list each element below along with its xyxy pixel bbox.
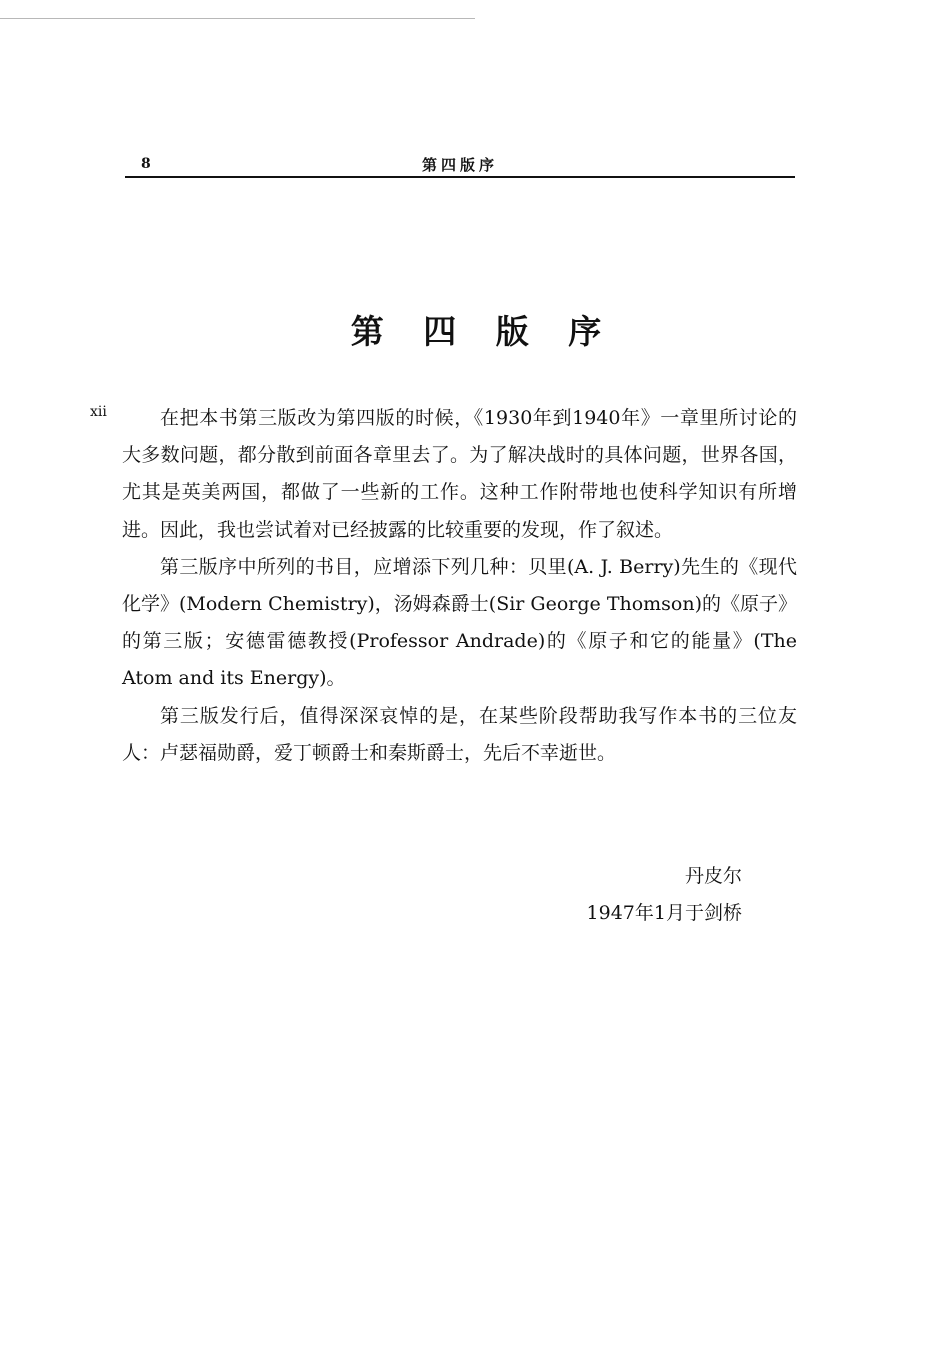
paragraph-3: 第三版发行后，值得深深哀悼的是，在某些阶段帮助我写作本书的三位友人：卢瑟福勋爵，爱丁顿爵士和秦斯爵士，先后不幸逝世。 [122,704,797,764]
scan-edge-line [0,18,475,19]
running-header-title: 第四版序 [421,156,498,174]
running-header [125,150,795,180]
header-rule [125,176,795,178]
author-name: 丹皮尔 [684,865,742,887]
paragraph-1: 在把本书第三版改为第四版的时候，《1930年到1940年》一章里所讨论的大多数问题，都分散到前面各章里去了。为了解决战时的具体问题，世界各国，尤其是英美两国，都做了一些新的工作。这种工作附带地也使科学知识有所增进。因此，我也尝试着对已经披露的比较重要的发现，作了叙述。 [122,407,797,541]
page-title: 第 四 版 序 [350,312,616,351]
page-number: 8 [141,156,151,172]
date-place: 1947年1月于剑桥 [586,902,742,924]
original-page-marker: xii [90,404,107,420]
preface-body [122,400,797,772]
signature-block [520,858,742,932]
paragraph-2: 第三版序中所列的书目，应增添下列几种：贝里(A. J. Berry)先生的《现代化学》(Modern Chemistry)，汤姆森爵士(Sir George Thomson)的《原子》的第三版；安德雷德教授(Professor Andrade)的《原子和它的能量》(The Atom and its Energy)。 [122,555,798,690]
